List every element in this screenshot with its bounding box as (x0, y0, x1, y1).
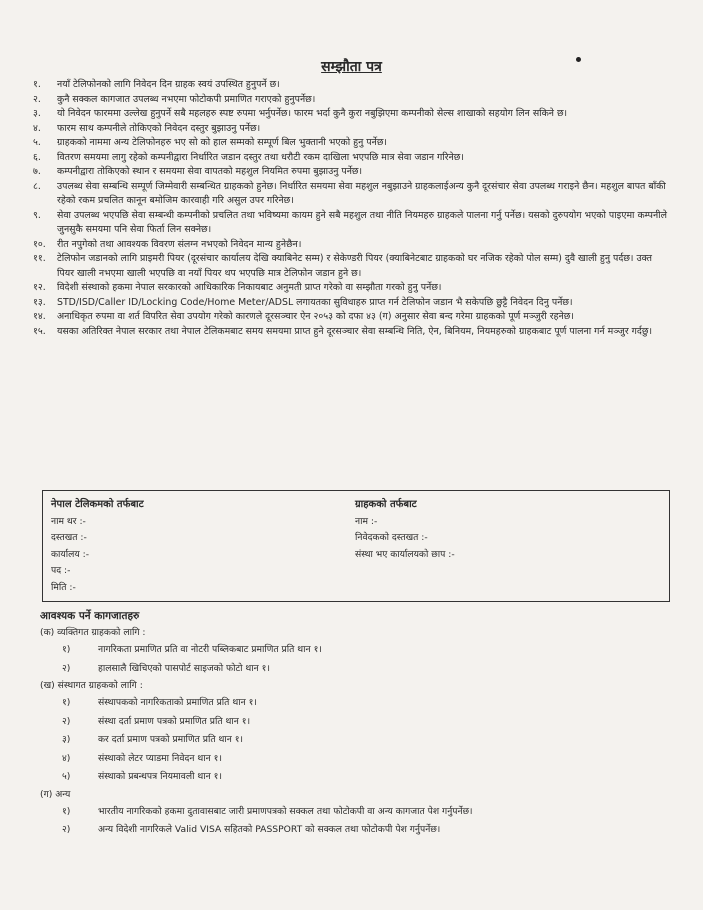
category-institutional: (ख) संस्थागत ग्राहकको लागि : (40, 680, 143, 691)
term-number: ९. (33, 209, 41, 221)
category-other: (ग) अन्य (40, 788, 71, 800)
term-text: विदेशी संस्थाको हकमा नेपाल सरकारको आधिकारिक निकायबाट अनुमती प्राप्त गरेको वा सम्झौता गरको हुनु पर्नेछ। (57, 282, 442, 293)
ntc-signature-column (51, 497, 341, 596)
list-item (40, 641, 670, 660)
term-item (33, 165, 669, 180)
item-text: भारतीय नागरिकको हकमा दुतावासबाट जारी प्रमाणपत्रको सक्कल तथा फोटोकपी वा अन्य कागजात पेश गर्नुपर्नेछ। (98, 805, 473, 817)
item-text: हालसालै खिचिएको पासपोर्ट साइजको फोटो थान १। (98, 662, 270, 674)
term-number: ६. (33, 151, 41, 163)
item-text: संस्था दर्ता प्रमाण पत्रको प्रमाणित प्रति थान १। (98, 715, 251, 727)
term-item (33, 136, 669, 151)
term-text: उपलब्ध सेवा सम्बन्धि सम्पूर्ण जिम्मेवारी सम्बन्धित ग्राहकको हुनेछ। निर्धारित समयमा सेवा महशुल नबुझाउने ग्राहकलाईअन्य कुनै दूरसंचार सेवा उपलब्ध गराइने छैन। महशुल बापत बाँकी रहेको रकम प्रचलित कानून बमोजिम कारवाही गरि असुल उपर गरिनेछ। (57, 180, 666, 206)
term-text: यसका अतिरिक्त नेपाल सरकार तथा नेपाल टेलिकमबाट समय समयमा प्राप्त हुने दूरसञ्चार सेवा सम्बन्धि निति, ऐन, बिनियम, नियमहरुको ग्राहकबाट पूर्ण पालना गर्न मञ्जुर गर्दछु। (57, 325, 653, 337)
item-number: ५) (62, 771, 71, 782)
ntc-name-field: नाम थर :- (51, 515, 86, 527)
signature-box (42, 490, 670, 602)
term-number: १२. (33, 282, 46, 293)
item-text: संस्थाको प्रबन्धपत्र नियमावली थान १। (98, 771, 222, 782)
term-number: १४. (33, 311, 46, 322)
list-item (40, 660, 670, 679)
item-text: कर दर्ता प्रमाण पत्रको प्रमाणित प्रति थान १। (98, 734, 244, 745)
term-text: कुनै सक्कल कागजात उपलब्ध नभएमा फोटोकपी प्रमाणित गराएको हुनुपर्नेछ। (57, 93, 316, 105)
list-item (40, 731, 670, 750)
term-text: फारम साथ कम्पनीले तोकिएको निवेदन दस्तुर बुझाउनु पर्नेछ। (57, 122, 261, 134)
term-item (33, 180, 669, 209)
term-item (33, 281, 669, 296)
list-item (40, 694, 670, 713)
term-number: ५. (33, 137, 41, 148)
item-number: ४) (62, 752, 71, 764)
term-text: यो निवेदन फारममा उल्लेख हुनुपर्ने सबै महलहरु स्पष्ट रुपमा भर्नुपर्नेछ। फारम भर्दा कुनै कुरा नबुझिएमा कम्पनीको सेल्स शाखाको सहयोग लिन सकिने छ। (57, 108, 568, 119)
term-item (33, 252, 669, 281)
ntc-signature-field: दस्तखत :- (51, 532, 87, 543)
term-text: ग्राहकको नाममा अन्य टेलिफोनहरु भए सो को हाल सम्मको सम्पूर्ण बिल भुक्तानी भएको हुनु पर्नेछ। (57, 137, 387, 148)
customer-heading: ग्राहकको तर्फबाट (355, 499, 417, 510)
term-item (33, 78, 669, 93)
ink-dot (576, 57, 581, 62)
required-documents (40, 607, 670, 840)
term-number: १. (33, 79, 41, 90)
list-item (40, 713, 670, 732)
term-item (33, 209, 669, 238)
list-item (40, 821, 670, 840)
term-item (33, 238, 669, 253)
ntc-office-field: कार्यालय :- (51, 548, 90, 560)
applicant-signature-field: निवेदकको दस्तखत :- (355, 532, 428, 543)
term-item (33, 310, 669, 325)
term-number: १३. (33, 296, 46, 308)
item-number: ३) (62, 734, 71, 745)
term-item (33, 296, 669, 311)
item-number: २) (62, 662, 71, 674)
term-text: अनाधिकृत रुपमा वा शर्त विपरित सेवा उपयोग गरेको कारणले दूरसञ्चार ऐन २०५३ को दफा ४३ (ग) अनुसार सेवा बन्द गरेमा ग्राहकको पूर्ण मञ्जुरी रहनेछ। (57, 311, 574, 322)
customer-name-field: नाम :- (355, 515, 378, 527)
item-text: संस्थापकको नागरिकताको प्रमाणित प्रति थान १। (98, 697, 257, 708)
terms-list (33, 78, 669, 339)
item-text: नागरिकता प्रमाणित प्रति वा नोटरी पब्लिकबाट प्रमाणित प्रति थान १। (98, 644, 322, 655)
term-number: ३. (33, 108, 41, 119)
list-item (40, 803, 670, 822)
ntc-date-field: मिति :- (51, 581, 76, 593)
term-text: वितरण समयमा लागु रहेको कम्पनीद्वारा निर्धारित जडान दस्तुर तथा धरौटी रकम दाखिला भएपछि मात्र सेवा जडान गरिनेछ। (57, 151, 464, 163)
term-text: रीत नपुगेको तथा आवश्यक विवरण संलग्न नभएको निवेदन मान्य हुनेछैन। (57, 238, 302, 250)
term-item (33, 107, 669, 122)
term-item (33, 122, 669, 137)
customer-signature-column (355, 497, 655, 563)
term-item (33, 93, 669, 108)
term-text: नयाँ टेलिफोनको लागि निवेदन दिन ग्राहक स्वयं उपस्थित हुनुपर्ने छ। (57, 79, 280, 90)
item-text: अन्य विदेशी नागरिकले Valid VISA सहितको PASSPORT को सक्कल तथा फोटोकपी पेश गर्नुपर्नेछ। (98, 824, 441, 835)
term-number: २. (33, 93, 41, 105)
category-individual: (क) व्यक्तिगत ग्राहकको लागि : (40, 627, 146, 638)
term-text: कम्पनीद्वारा तोकिएको स्थान र समयमा सेवा वापतको महशुल नियमित रुपमा बुझाउनु पर्नेछ। (57, 166, 363, 177)
list-item (40, 768, 670, 787)
item-number: १) (62, 697, 71, 708)
term-number: १०. (33, 238, 46, 250)
item-number: २) (62, 824, 71, 835)
term-item (33, 151, 669, 166)
term-number: ७. (33, 166, 41, 177)
ntc-heading: नेपाल टेलिकमको तर्फबाट (51, 499, 144, 510)
list-item (40, 750, 670, 769)
item-number: १) (62, 805, 71, 817)
ntc-post-field: पद :- (51, 565, 71, 576)
office-stamp-field: संस्था भए कार्यालयको छाप :- (355, 548, 455, 560)
term-number: १५. (33, 325, 46, 337)
item-number: १) (62, 644, 71, 655)
documents-heading: आवश्यक पर्ने कागजातहरु (40, 610, 140, 622)
term-text: STD/ISD/Caller ID/Locking Code/Home Meter/ADSL लगायतका सुविधाहरु प्राप्त गर्न टेलिफोन जडान भै सकेपछि छुट्टै निवेदन दिनु पर्नेछ। (57, 296, 573, 308)
term-item (33, 325, 669, 340)
term-number: ८. (33, 180, 41, 192)
item-number: २) (62, 715, 71, 727)
term-text: सेवा उपलब्ध भएपछि सेवा सम्बन्धी कम्पनीको प्रचलित तथा भविष्यमा कायम हुने सबै महशुल तथा नीति नियमहरु ग्राहकले पालना गर्नु पर्नेछ। यसको दुरुपयोग भएको पाइएमा कम्पनीले जुनसुकै समयमा पनि सेवा फिर्ता लिन सक्नेछ। (57, 209, 667, 235)
term-text: टेलिफोन जडानको लागि प्राइमरी पियर (दूरसंचार कार्यालय देखि क्याबिनेट सम्म) र सेकेण्डरी पियर (क्याबिनेटबाट ग्राहकको घर नजिक रहेको पोल सम्म) दुवै खाली हुनु पर्दछ। उक्त पियर खाली नभएमा खाली भएपछि वा नयाँ पियर थप भएपछि मात्र टेलिफोन जडान हुने छ। (57, 253, 652, 279)
item-text: संस्थाको लेटर प्याडमा निवेदन थान १। (98, 752, 222, 764)
page-title: सम्झौता पत्र (321, 59, 382, 75)
term-number: ११. (33, 253, 46, 264)
term-number: ४. (33, 122, 41, 134)
